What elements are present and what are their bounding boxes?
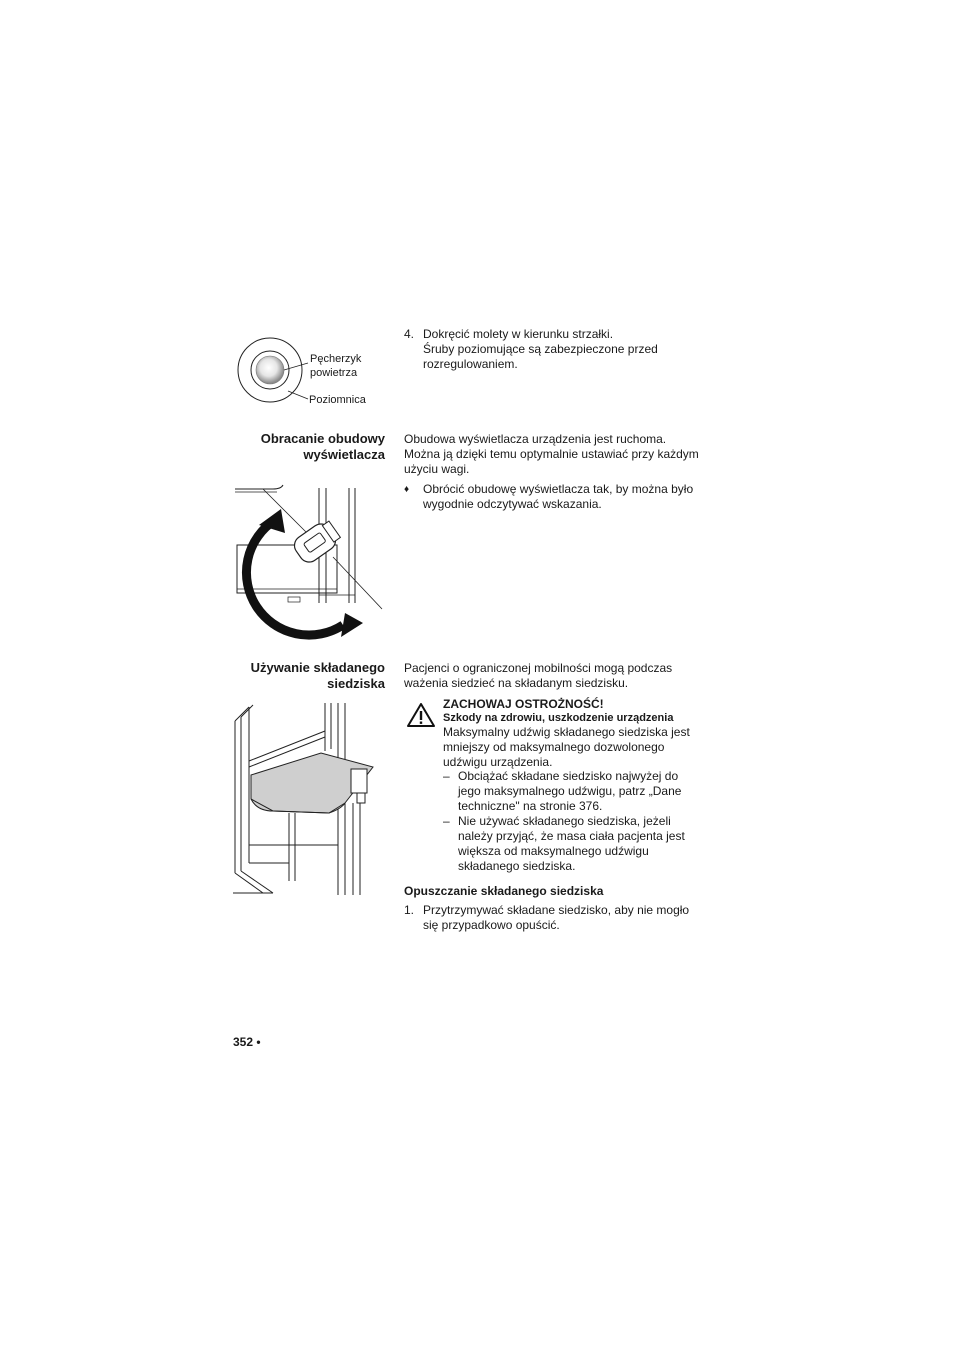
warning-item-2-dash: – (443, 814, 450, 828)
bullet-diamond-icon: ♦ (404, 484, 410, 495)
warning-title: ZACHOWAJ OSTROŻNOŚĆ! (443, 697, 604, 711)
rotate-display-heading: Obracanie obudowy wyświetlacza (260, 431, 385, 462)
folding-seat-illustration (233, 703, 388, 898)
display-rotation-illustration (233, 485, 388, 640)
lowering-seat-heading: Opuszczanie składanego siedziska (404, 884, 604, 898)
lowering-step-1-text: Przytrzymywać składane siedzisko, aby nie mogło się przypadkowo opuścić. (423, 903, 690, 932)
warning-text: Maksymalny udźwig składanego siedziska jest mniejszy od maksymalnego dozwolonego udźwigu urządzenia. (443, 725, 690, 769)
step-4-number: 4. (404, 327, 415, 341)
rotate-display-bullet: Obrócić obudowę wyświetlacza tak, by można było wygodnie odczytywać wskazania. (423, 482, 694, 511)
air-bubble-label: Pęcherzyk powietrza (310, 353, 362, 379)
folding-seat-heading: Używanie składanego siedziska (250, 660, 385, 691)
folding-seat-paragraph: Pacjenci o ograniczonej mobilności mogą podczas ważenia siedzieć na składanym siedzisku. (404, 661, 673, 690)
warning-subtitle: Szkody na zdrowiu, uszkodzenie urządzenia (443, 712, 674, 724)
warning-item-1: Obciążać składane siedzisko najwyżej do jego maksymalnego udźwigu, patrz „Dane techniczne" na stronie 376. (458, 769, 682, 813)
page-number: 352 • (233, 1035, 261, 1049)
warning-triangle-icon (406, 702, 436, 728)
lowering-step-1-number: 1. (404, 903, 415, 917)
level-leader-lines (236, 335, 316, 405)
rotate-display-paragraph: Obudowa wyświetlacza urządzenia jest ruchoma. Można ją dzięki temu optymalnie ustawiać przy każdym użyciu wagi. (404, 432, 699, 476)
warning-item-1-dash: – (443, 769, 450, 783)
step-4-text: Dokręcić molety w kierunku strzałki. Śruby poziomujące są zabezpieczone przed rozregulowaniem. (423, 327, 658, 371)
warning-item-2: Nie używać składanego siedziska, jeżeli należy przyjąć, że masa ciała pacjenta jest większa od maksymalnego udźwigu składanego siedziska. (458, 814, 685, 873)
level-label: Poziomnica (309, 394, 366, 406)
